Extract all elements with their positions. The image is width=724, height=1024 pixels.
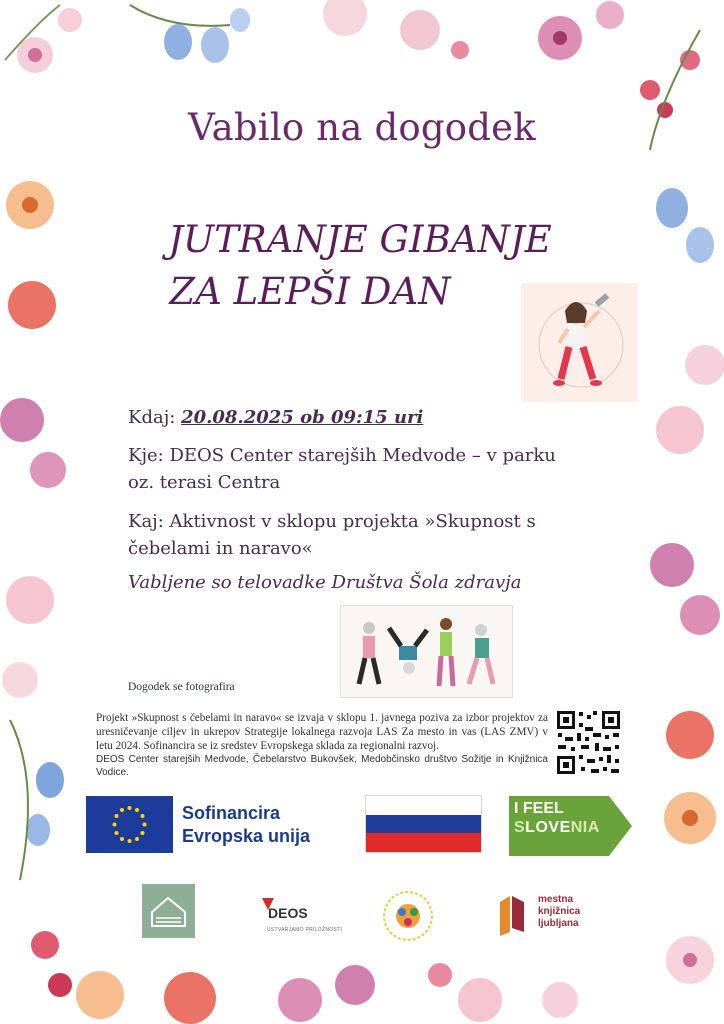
event-headline-line1: JUTRANJE GIBANJE [168,218,552,261]
flower-right-side-icon [650,188,724,844]
where-line1: Kje: DEOS Center starejših Medvode – v parku [128,445,556,466]
project-fine-print: Projekt »Skupnost s čebelami in naravo« se izvaja v sklopu 1. javnega poziva za izbor projektov za uresničevanje ciljev in ukrepov Strategije lokalnega razvoja LAS Za mesto in vas (LAS ZMV) v letu 2024. Sofinancira se iz sredstev Evropskega sklada za regionalni razvoj. [96,712,548,752]
mkl-line3: ljubljana [538,918,579,929]
mkl-logo-icon [496,892,528,936]
slovenian-flag-icon [365,795,482,853]
when-label: Kdaj: [128,407,176,428]
eu-line1: Sofinancira [182,803,281,823]
sozitje-logo-icon [382,890,434,942]
woman-dumbbell-illustration [521,283,638,402]
flower-bottom-icon [31,931,714,1024]
ifeel-s: S [514,819,526,836]
ifeel-line1: I FEEL [514,800,564,817]
partners-line: DEOS Center starejših Medvode, Čebelarstvo Bukovšek, Medobčinsko društvo Sožitje in Knjižnica Vodice. [96,754,548,778]
ifeel-line2 [514,819,600,837]
las-logo-icon [142,884,195,938]
rose-top-icon [323,0,469,59]
photo-notice: Dogodek se fotografira [128,681,235,693]
qr-code-icon[interactable] [555,709,622,776]
event-when [128,404,598,431]
what-line1: Kaj: Aktivnost v sklopu projekta »Skupnost s [128,511,536,532]
mkl-logo-text [538,894,580,930]
flower-top-left-icon [5,5,82,73]
event-where [128,442,598,496]
mkl-line2: knjižnica [538,906,581,917]
eu-cofunding-label [182,802,310,848]
bluebell-top-icon [130,5,250,63]
deos-tagline: USTVARJAMO PRILOŽNOSTI [267,927,343,933]
event-what [128,508,598,562]
ifeel-nia: NIA [570,819,600,836]
event-date: 20.08.2025 ob 09:15 uri [181,407,424,428]
event-headline-line2: ZA LEPŠI DAN [169,270,451,313]
where-line2: oz. terasi Centra [128,472,281,493]
what-line2: čebelami in naravo« [128,538,313,559]
deos-logo: DEOS [268,905,308,921]
ifeel-love: LOVE [525,819,571,836]
dancing-seniors-illustration [340,605,513,698]
page-title: Vabilo na dogodek [188,106,536,149]
event-invitees: Vabljene so telovadke Društva Šola zdravja [128,572,522,593]
eu-line2: Evropska unija [182,826,311,846]
eu-flag-icon [86,796,173,853]
mkl-line1: mestna [538,894,574,905]
